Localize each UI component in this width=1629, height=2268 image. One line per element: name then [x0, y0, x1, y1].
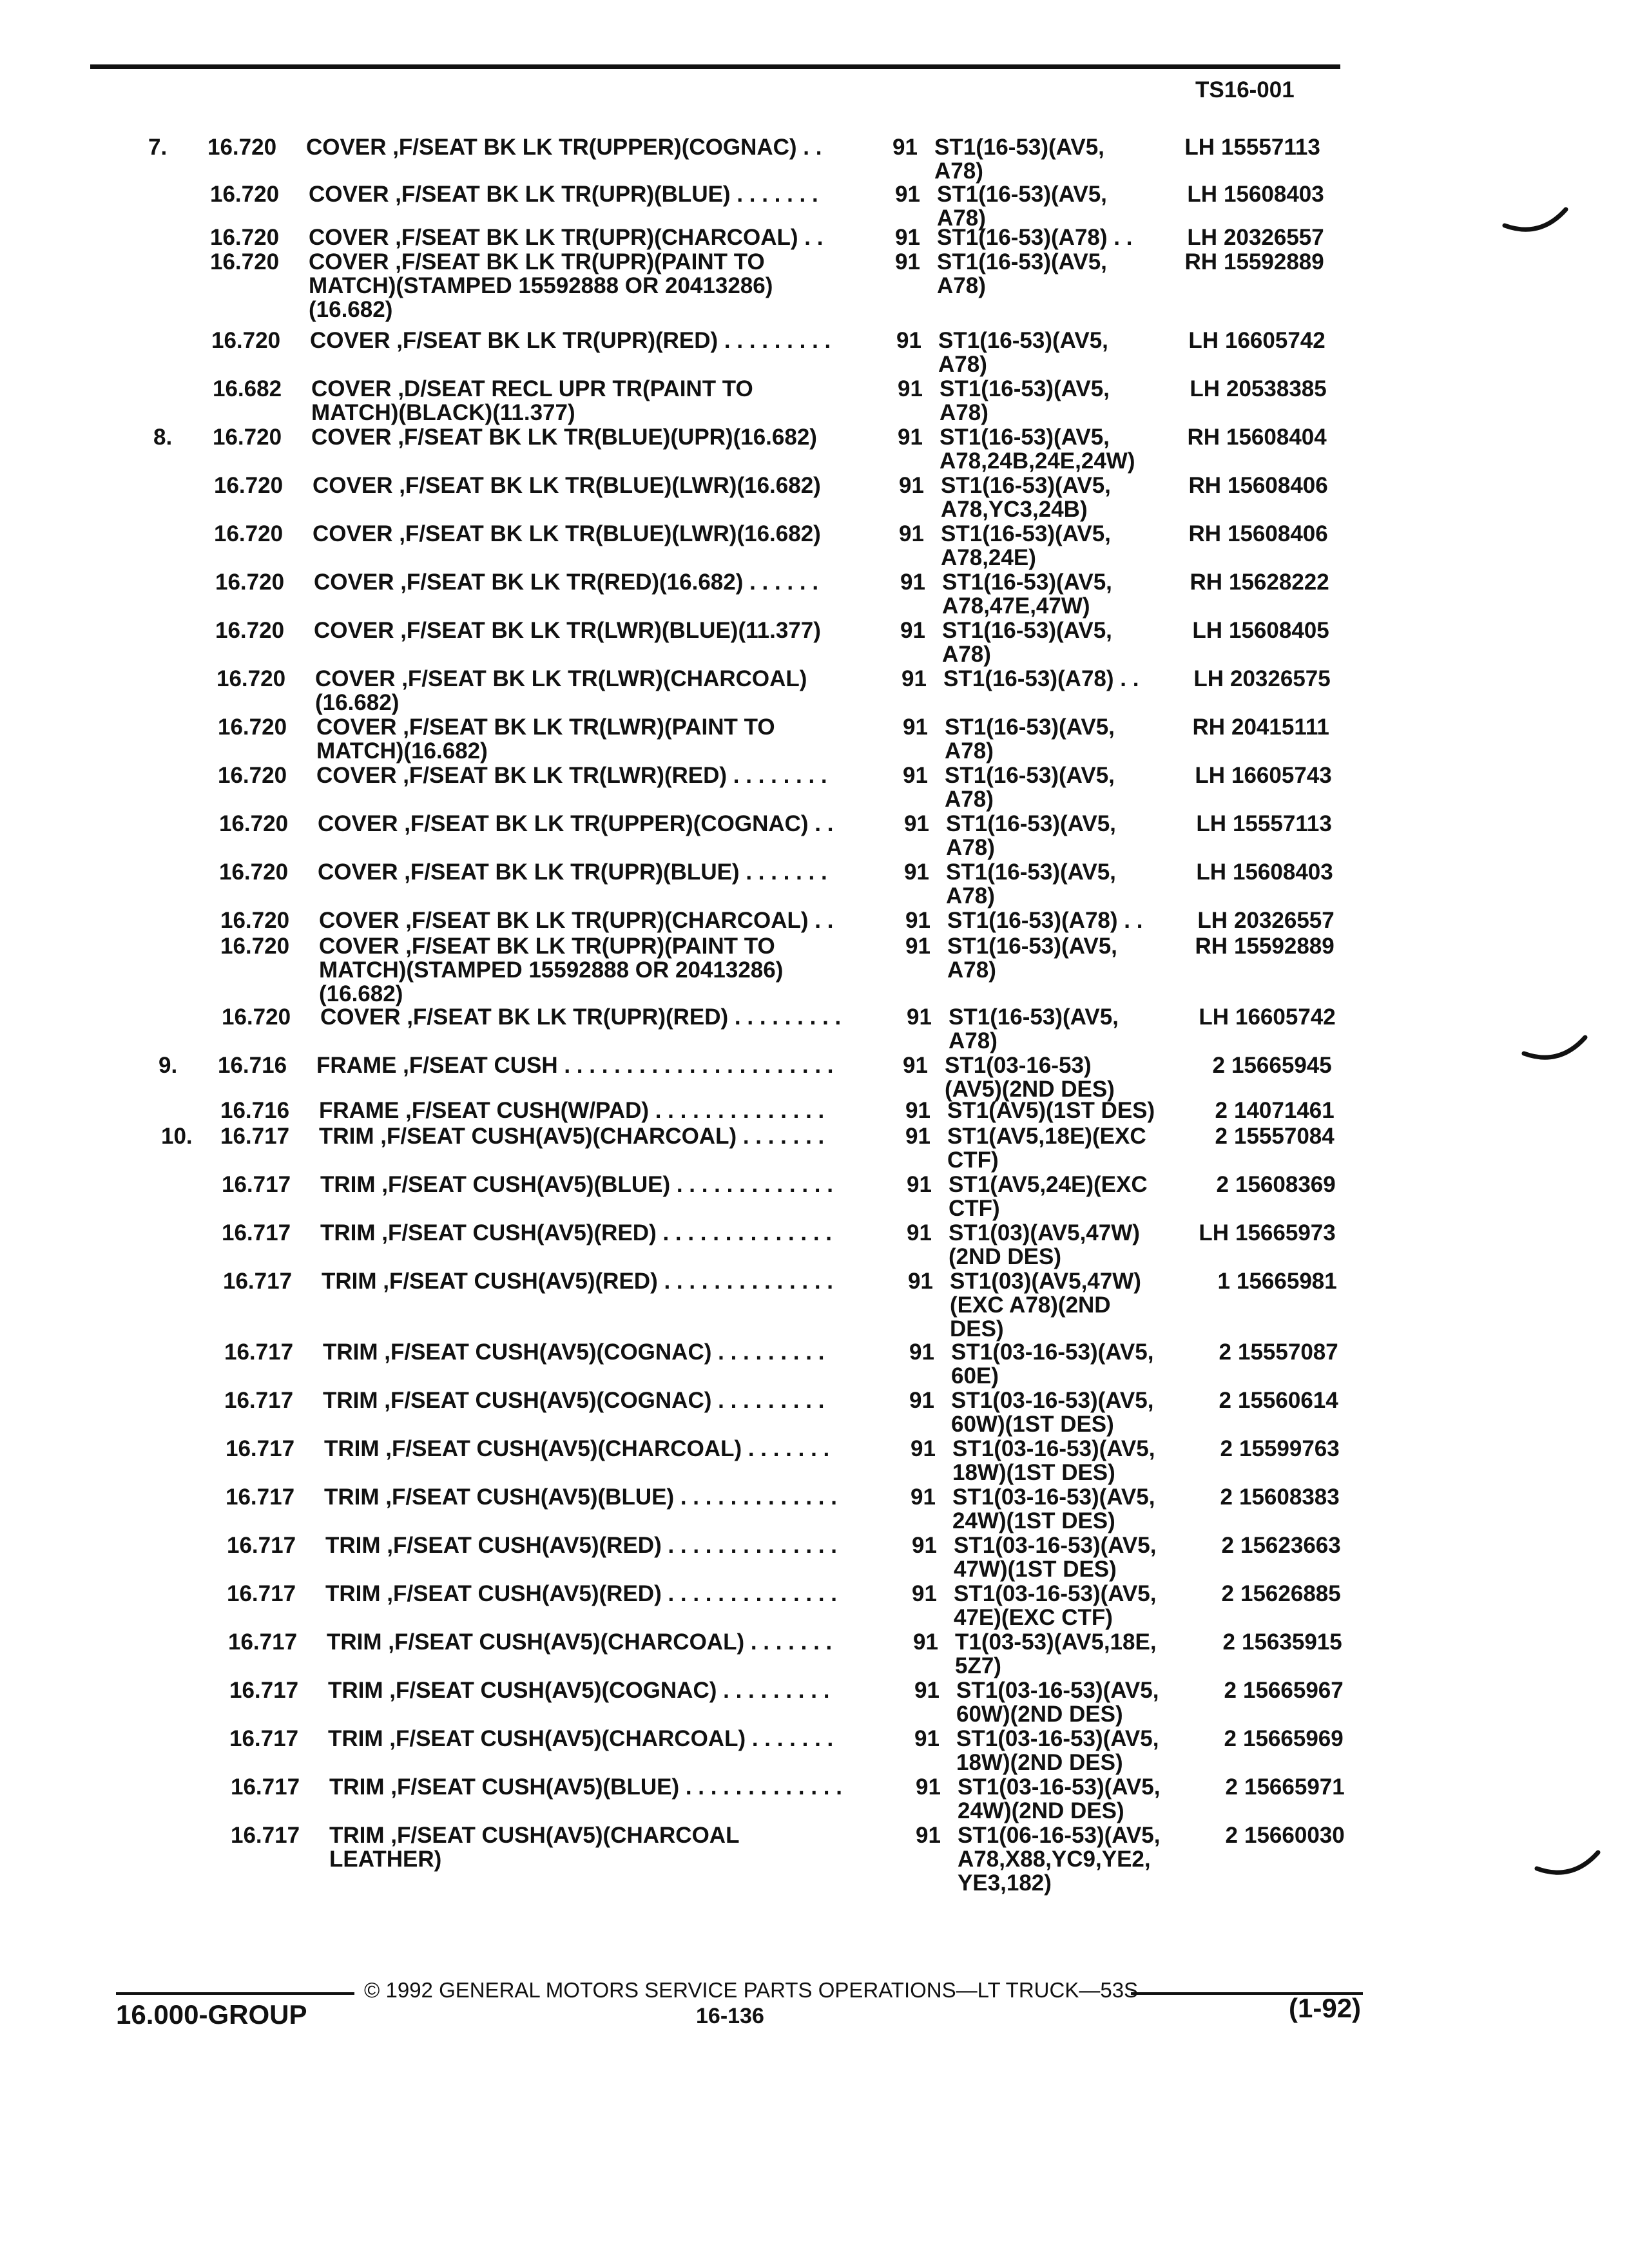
cell-qty: LH [1193, 666, 1224, 691]
cell-yr: 91 [916, 1774, 941, 1800]
cell-group: 16.720 [219, 811, 289, 836]
cell-qty: 2 [1224, 1678, 1237, 1703]
cell-model: ST1(06-16-53)(AV5, A78,X88,YC9,YE2, YE3,182) [958, 1823, 1161, 1896]
cell-desc: COVER ,F/SEAT BK LK TR(UPR)(BLUE) . . . . . . . [309, 182, 818, 207]
cell-model: ST1(03-16-53)(AV5, 18W)(1ST DES) [952, 1436, 1155, 1485]
cell-model: ST1(16-53)(A78) . . [943, 666, 1139, 691]
cell-part: 15665971 [1244, 1774, 1345, 1800]
cell-qty: RH [1184, 249, 1217, 274]
cell-group: 16.717 [229, 1678, 299, 1703]
cell-yr: 91 [892, 135, 918, 160]
cell-part: 15623663 [1240, 1533, 1341, 1558]
cell-qty: 2 [1221, 1533, 1234, 1558]
cell-desc: TRIM ,F/SEAT CUSH(AV5)(RED) . . . . . . . . . . . . . . [320, 1220, 833, 1245]
cell-yr: 91 [909, 1340, 934, 1365]
cell-yr: 91 [911, 1485, 936, 1510]
cell-model: ST1(16-53)(AV5, A78) [937, 249, 1107, 298]
cell-group: 16.720 [214, 473, 284, 498]
cell-qty: LH [1199, 1220, 1229, 1245]
cell-desc: TRIM ,F/SEAT CUSH(AV5)(COGNAC) . . . . . . . . . [323, 1388, 825, 1413]
cell-model: ST1(16-53)(AV5, A78) [942, 618, 1112, 667]
cell-desc: TRIM ,F/SEAT CUSH(AV5)(CHARCOAL LEATHER) [329, 1823, 740, 1872]
cell-yr: 91 [903, 1053, 928, 1078]
cell-model: ST1(16-53)(AV5, A78) [949, 1004, 1119, 1053]
cell-qty: RH [1188, 521, 1221, 546]
cell-yr: 91 [905, 1124, 930, 1149]
cell-desc: TRIM ,F/SEAT CUSH(AV5)(CHARCOAL) . . . . . . . [319, 1124, 825, 1149]
cell-yr: 91 [898, 376, 923, 401]
cell-part: 15665969 [1243, 1726, 1344, 1751]
cell-group: 16.720 [218, 715, 287, 740]
cell-qty: 2 [1216, 1172, 1229, 1197]
cell-part: 15608405 [1229, 618, 1329, 643]
cell-yr: 91 [904, 811, 929, 836]
cell-qty: 2 [1222, 1629, 1235, 1655]
cell-yr: 91 [912, 1581, 937, 1606]
cell-part: 15665967 [1243, 1678, 1344, 1703]
cell-yr: 91 [896, 328, 921, 353]
cell-model: ST1(03)(AV5,47W) (EXC A78)(2ND DES) [950, 1269, 1141, 1341]
cell-yr: 91 [895, 182, 920, 207]
cell-qty: RH [1190, 570, 1222, 595]
cell-part: 15608369 [1235, 1172, 1336, 1197]
cell-part: 15557087 [1238, 1340, 1338, 1365]
cell-qty: 2 [1215, 1098, 1228, 1123]
cell-model: ST1(03-16-53)(AV5, 60W)(2ND DES) [956, 1678, 1159, 1727]
cell-model: ST1(AV5,18E)(EXC CTF) [947, 1124, 1146, 1173]
cell-group: 16.717 [224, 1340, 294, 1365]
cell-qty: 2 [1225, 1774, 1238, 1800]
cell-part: 20538385 [1226, 376, 1327, 401]
cell-part: 15665981 [1237, 1269, 1337, 1294]
cell-qty: 2 [1225, 1823, 1238, 1848]
cell-desc: TRIM ,F/SEAT CUSH(AV5)(BLUE) . . . . . . . . . . . . . [329, 1774, 842, 1800]
cell-yr: 91 [895, 225, 920, 250]
cell-model: ST1(03-16-53)(AV5, 24W)(2ND DES) [958, 1774, 1161, 1823]
cell-part: 15628222 [1229, 570, 1329, 595]
cell-yr: 91 [907, 1220, 932, 1245]
cell-model: ST1(03-16-53)(AV5, 47W)(1ST DES) [954, 1533, 1157, 1582]
cell-qty: 2 [1220, 1436, 1233, 1461]
cell-group: 16.720 [219, 860, 289, 885]
cell-qty: LH [1192, 618, 1222, 643]
cell-desc: COVER ,F/SEAT BK LK TR(UPR)(BLUE) . . . . . . . [318, 860, 827, 885]
cell-group: 16.720 [215, 618, 285, 643]
cell-model: ST1(16-53)(AV5, A78) [947, 934, 1117, 983]
page-number: 16-136 [696, 2004, 764, 2028]
cell-part: 15665973 [1235, 1220, 1336, 1245]
cell-yr: 91 [916, 1823, 941, 1848]
cell-model: ST1(16-53)(AV5, A78,47E,47W) [942, 570, 1112, 619]
cell-desc: COVER ,F/SEAT BK LK TR(LWR)(RED) . . . . . . . . [316, 763, 827, 788]
cell-qty: LH [1196, 811, 1226, 836]
cell-desc: COVER ,F/SEAT BK LK TR(BLUE)(UPR)(16.682) [311, 425, 817, 450]
cell-part: 15626885 [1240, 1581, 1341, 1606]
cell-desc: TRIM ,F/SEAT CUSH(AV5)(CHARCOAL) . . . . . . . [328, 1726, 834, 1751]
cell-qty: RH [1188, 473, 1221, 498]
cell-desc: TRIM ,F/SEAT CUSH(AV5)(RED) . . . . . . . . . . . . . . [325, 1533, 838, 1558]
cell-part: 15608406 [1228, 473, 1328, 498]
cell-desc: TRIM ,F/SEAT CUSH(AV5)(BLUE) . . . . . . . . . . . . . [320, 1172, 833, 1197]
cell-qty: 2 [1212, 1053, 1225, 1078]
cell-part: 20326557 [1224, 225, 1324, 250]
cell-desc: COVER ,F/SEAT BK LK TR(UPR)(CHARCOAL) . . [319, 908, 834, 933]
cell-group: 16.717 [220, 1124, 290, 1149]
cell-yr: 91 [912, 1533, 937, 1558]
cell-group: 16.717 [222, 1220, 291, 1245]
cell-yr: 91 [914, 1726, 940, 1751]
cell-desc: COVER ,F/SEAT BK LK TR(LWR)(CHARCOAL) (16.682) [315, 666, 807, 715]
cell-group: 16.720 [211, 328, 281, 353]
cell-qty: LH [1199, 1004, 1229, 1030]
cell-yr: 91 [913, 1629, 938, 1655]
cell-qty: LH [1187, 225, 1217, 250]
cell-qty: LH [1188, 328, 1219, 353]
cell-part: 15608403 [1233, 860, 1333, 885]
cell-group: 16.717 [228, 1629, 298, 1655]
cell-yr: 91 [905, 908, 930, 933]
cell-yr: 91 [899, 473, 924, 498]
cell-desc: COVER ,F/SEAT BK LK TR(UPPER)(COGNAC) . . [318, 811, 834, 836]
cell-qty: 1 [1217, 1269, 1230, 1294]
cell-ref: 7. [148, 135, 168, 160]
cell-part: 20326575 [1230, 666, 1331, 691]
cell-group: 16.720 [218, 763, 287, 788]
cell-part: 15592889 [1234, 934, 1335, 959]
cell-model: ST1(AV5)(1ST DES) [947, 1098, 1155, 1123]
cell-desc: COVER ,F/SEAT BK LK TR(BLUE)(LWR)(16.682) [313, 521, 821, 546]
revision-label: (1-92) [1289, 1993, 1362, 2023]
cell-qty: LH [1187, 182, 1217, 207]
cell-part: 15560614 [1238, 1388, 1338, 1413]
cell-part: 15608383 [1239, 1485, 1340, 1510]
cell-part: 15608406 [1228, 521, 1328, 546]
check-mark-icon [1534, 1846, 1605, 1885]
cell-desc: COVER ,F/SEAT BK LK TR(UPR)(PAINT TO MATCH)(STAMPED 15592888 OR 20413286) (16.682) [309, 249, 773, 322]
cell-desc: TRIM ,F/SEAT CUSH(AV5)(BLUE) . . . . . . . . . . . . . [324, 1485, 837, 1510]
cell-group: 16.716 [218, 1053, 287, 1078]
cell-qty: 2 [1224, 1726, 1237, 1751]
cell-qty: RH [1195, 934, 1228, 959]
cell-yr: 91 [901, 666, 927, 691]
cell-qty: LH [1197, 908, 1228, 933]
cell-desc: TRIM ,F/SEAT CUSH(AV5)(RED) . . . . . . . . . . . . . . [325, 1581, 838, 1606]
catalog-code: TS16-001 [1195, 77, 1295, 102]
cell-desc: TRIM ,F/SEAT CUSH(AV5)(CHARCOAL) . . . . . . . [324, 1436, 830, 1461]
cell-part: 15599763 [1239, 1436, 1340, 1461]
cell-yr: 91 [903, 763, 928, 788]
cell-model: ST1(16-53)(AV5, A78) [945, 763, 1115, 812]
cell-model: ST1(03-16-53)(AV5, 24W)(1ST DES) [952, 1485, 1155, 1533]
cell-group: 16.720 [214, 521, 284, 546]
cell-desc: COVER ,F/SEAT BK LK TR(UPR)(RED) . . . . . . . . . [320, 1004, 842, 1030]
cell-model: T1(03-53)(AV5,18E, 5Z7) [955, 1629, 1157, 1678]
footer-rule-left [116, 1992, 354, 1995]
cell-model: ST1(16-53)(A78) . . [937, 225, 1133, 250]
cell-yr: 91 [907, 1004, 932, 1030]
check-mark-icon [1501, 203, 1572, 242]
cell-group: 16.717 [229, 1726, 299, 1751]
cell-model: ST1(03-16-53)(AV5, 60W)(1ST DES) [951, 1388, 1154, 1437]
cell-group: 16.682 [213, 376, 282, 401]
cell-group: 16.720 [210, 225, 280, 250]
cell-part: 14071461 [1234, 1098, 1335, 1123]
cell-group: 16.720 [210, 249, 280, 274]
cell-model: ST1(03-16-53)(AV5, 18W)(2ND DES) [956, 1726, 1159, 1775]
cell-group: 16.717 [223, 1269, 293, 1294]
cell-yr: 91 [898, 425, 923, 450]
cell-ref: 10. [161, 1124, 193, 1149]
cell-qty: 2 [1221, 1581, 1234, 1606]
cell-yr: 91 [909, 1388, 934, 1413]
cell-qty: LH [1184, 135, 1215, 160]
cell-yr: 91 [914, 1678, 940, 1703]
cell-qty: LH [1190, 376, 1220, 401]
cell-part: 15608403 [1224, 182, 1324, 207]
cell-model: ST1(03)(AV5,47W) (2ND DES) [949, 1220, 1140, 1269]
cell-yr: 91 [905, 934, 930, 959]
cell-part: 20415111 [1231, 715, 1329, 740]
cell-yr: 91 [908, 1269, 933, 1294]
cell-model: ST1(16-53)(AV5, A78) [946, 860, 1116, 908]
cell-model: ST1(AV5,24E)(EXC CTF) [949, 1172, 1148, 1221]
cell-qty: LH [1196, 860, 1226, 885]
cell-group: 16.717 [231, 1823, 300, 1848]
cell-group: 16.716 [220, 1098, 290, 1123]
cell-yr: 91 [903, 715, 928, 740]
cell-part: 15660030 [1244, 1823, 1345, 1848]
cell-group: 16.717 [224, 1388, 294, 1413]
cell-part: 15557113 [1221, 135, 1320, 160]
cell-ref: 8. [153, 425, 173, 450]
cell-model: ST1(16-53)(AV5, A78) [940, 376, 1110, 425]
cell-group: 16.720 [220, 908, 290, 933]
cell-group: 16.717 [227, 1533, 296, 1558]
cell-qty: RH [1187, 425, 1220, 450]
cell-group: 16.720 [215, 570, 285, 595]
cell-desc: COVER ,F/SEAT BK LK TR(UPR)(PAINT TO MATCH)(STAMPED 15592888 OR 20413286) (16.682) [319, 934, 784, 1006]
cell-desc: TRIM ,F/SEAT CUSH(AV5)(RED) . . . . . . . . . . . . . . [322, 1269, 834, 1294]
cell-part: 15557084 [1234, 1124, 1335, 1149]
cell-group: 16.717 [231, 1774, 300, 1800]
cell-yr: 91 [904, 860, 929, 885]
cell-part: 16605743 [1231, 763, 1332, 788]
cell-ref: 9. [159, 1053, 178, 1078]
cell-group: 16.717 [226, 1436, 295, 1461]
cell-part: 20326557 [1234, 908, 1335, 933]
cell-desc: TRIM ,F/SEAT CUSH(AV5)(CHARCOAL) . . . . . . . [327, 1629, 833, 1655]
cell-qty: 2 [1219, 1340, 1231, 1365]
cell-group: 16.717 [227, 1581, 296, 1606]
cell-part: 16605742 [1225, 328, 1325, 353]
cell-group: 16.717 [222, 1172, 291, 1197]
cell-model: ST1(16-53)(AV5, A78,24B,24E,24W) [940, 425, 1135, 474]
cell-desc: TRIM ,F/SEAT CUSH(AV5)(COGNAC) . . . . . . . . . [323, 1340, 825, 1365]
cell-desc: TRIM ,F/SEAT CUSH(AV5)(COGNAC) . . . . . . . . . [328, 1678, 830, 1703]
cell-part: 15665945 [1231, 1053, 1332, 1078]
cell-qty: 2 [1219, 1388, 1231, 1413]
cell-model: ST1(03-16-53)(AV5, 60E) [951, 1340, 1154, 1389]
cell-model: ST1(16-53)(A78) . . [947, 908, 1143, 933]
cell-desc: COVER ,F/SEAT BK LK TR(LWR)(PAINT TO MATCH)(16.682) [316, 715, 775, 764]
cell-desc: FRAME ,F/SEAT CUSH(W/PAD) . . . . . . . . . . . . . . [319, 1098, 825, 1123]
cell-part: 16605742 [1235, 1004, 1336, 1030]
cell-part: 15592889 [1224, 249, 1324, 274]
cell-yr: 91 [900, 570, 925, 595]
cell-desc: COVER ,D/SEAT RECL UPR TR(PAINT TO MATCH)(BLACK)(11.377) [311, 376, 753, 425]
cell-group: 16.720 [217, 666, 286, 691]
cell-model: ST1(16-53)(AV5, A78) [946, 811, 1116, 860]
cell-qty: RH [1192, 715, 1225, 740]
cell-desc: COVER ,F/SEAT BK LK TR(UPR)(RED) . . . . . . . . . [310, 328, 831, 353]
cell-group: 16.720 [213, 425, 282, 450]
cell-qty: 2 [1220, 1485, 1233, 1510]
cell-desc: COVER ,F/SEAT BK LK TR(UPPER)(COGNAC) . . [306, 135, 822, 160]
cell-model: ST1(03-16-53)(AV5, 47E)(EXC CTF) [954, 1581, 1157, 1630]
group-label: 16.000-GROUP [116, 1999, 307, 2030]
cell-group: 16.720 [210, 182, 280, 207]
cell-yr: 91 [911, 1436, 936, 1461]
cell-group: 16.720 [220, 934, 290, 959]
cell-model: ST1(03-16-53) (AV5)(2ND DES) [945, 1053, 1115, 1102]
cell-desc: COVER ,F/SEAT BK LK TR(BLUE)(LWR)(16.682) [313, 473, 821, 498]
cell-model: ST1(16-53)(AV5, A78,24E) [941, 521, 1111, 570]
cell-part: 15557113 [1233, 811, 1332, 836]
cell-model: ST1(16-53)(AV5, A78) [934, 135, 1104, 184]
cell-part: 15608404 [1226, 425, 1327, 450]
copyright-text: © 1992 GENERAL MOTORS SERVICE PARTS OPERATIONS—LT TRUCK—53S [364, 1978, 1139, 2002]
cell-yr: 91 [905, 1098, 930, 1123]
cell-group: 16.720 [222, 1004, 291, 1030]
cell-group: 16.717 [226, 1485, 295, 1510]
cell-yr: 91 [900, 618, 925, 643]
cell-model: ST1(16-53)(AV5, A78) [945, 715, 1115, 764]
cell-model: ST1(16-53)(AV5, A78,YC3,24B) [941, 473, 1111, 522]
cell-desc: COVER ,F/SEAT BK LK TR(UPR)(CHARCOAL) . . [309, 225, 824, 250]
cell-desc: FRAME ,F/SEAT CUSH . . . . . . . . . . . . . . . . . . . . . . [316, 1053, 834, 1078]
cell-yr: 91 [907, 1172, 932, 1197]
cell-yr: 91 [895, 249, 920, 274]
cell-desc: COVER ,F/SEAT BK LK TR(RED)(16.682) . . . . . . [314, 570, 819, 595]
cell-qty: LH [1195, 763, 1225, 788]
cell-model: ST1(16-53)(AV5, A78) [938, 328, 1108, 377]
cell-group: 16.720 [207, 135, 277, 160]
check-mark-icon [1521, 1031, 1592, 1070]
cell-model: ST1(16-53)(AV5, A78) [937, 182, 1107, 231]
cell-part: 15635915 [1242, 1629, 1342, 1655]
cell-yr: 91 [899, 521, 924, 546]
cell-qty: 2 [1215, 1124, 1228, 1149]
cell-desc: COVER ,F/SEAT BK LK TR(LWR)(BLUE)(11.377) [314, 618, 821, 643]
